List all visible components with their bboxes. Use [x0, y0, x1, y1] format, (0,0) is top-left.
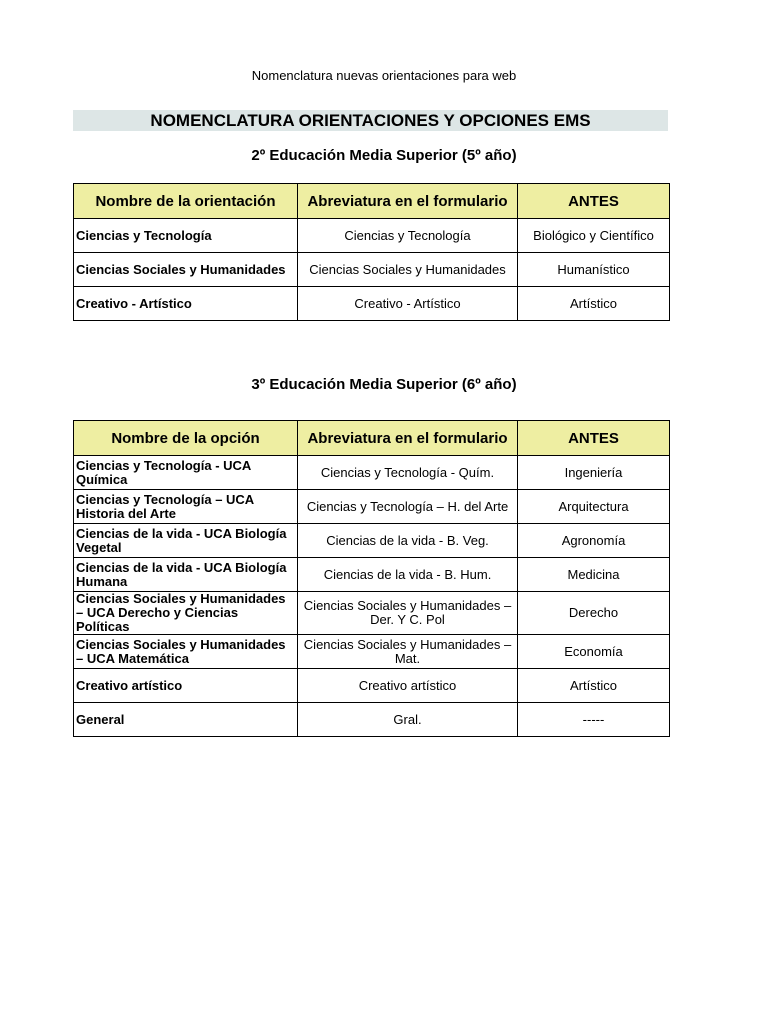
option-name-cell: Ciencias y Tecnología - UCA Química	[74, 456, 298, 490]
abbreviation-cell: Ciencias y Tecnología	[298, 219, 518, 253]
option-name-cell: Ciencias de la vida - UCA Biología Vegetal	[74, 524, 298, 558]
abbreviation-cell: Ciencias de la vida - B. Hum.	[298, 558, 518, 592]
abbreviation-cell: Ciencias y Tecnología - Quím.	[298, 456, 518, 490]
option-name-cell: Ciencias Sociales y Humanidades – UCA Matemática	[74, 635, 298, 669]
table-row	[74, 592, 670, 635]
option-name-cell: Ciencias y Tecnología – UCA Historia del Arte	[74, 490, 298, 524]
option-name-cell: Creativo artístico	[74, 669, 298, 703]
abbreviation-cell: Ciencias y Tecnología – H. del Arte	[298, 490, 518, 524]
section-title-5th-year: 2º Educación Media Superior (5º año)	[251, 147, 517, 164]
column-header-name: Nombre de la opción	[74, 421, 298, 456]
table-row	[74, 219, 670, 253]
table-row	[74, 703, 670, 737]
previous-name-cell: Derecho	[518, 592, 670, 635]
previous-name-cell: -----	[518, 703, 670, 737]
column-header-before: ANTES	[518, 184, 670, 219]
previous-name-cell: Agronomía	[518, 524, 670, 558]
abbreviation-cell: Ciencias Sociales y Humanidades	[298, 253, 518, 287]
table-row	[74, 669, 670, 703]
column-header-name: Nombre de la orientación	[74, 184, 298, 219]
previous-name-cell: Ingeniería	[518, 456, 670, 490]
table-row	[74, 524, 670, 558]
table-row	[74, 635, 670, 669]
orientation-name-cell: Ciencias Sociales y Humanidades	[74, 253, 298, 287]
table-header-row	[74, 421, 670, 456]
previous-name-cell: Humanístico	[518, 253, 670, 287]
table-row	[74, 253, 670, 287]
previous-name-cell: Artístico	[518, 669, 670, 703]
previous-name-cell: Artístico	[518, 287, 670, 321]
orientation-name-cell: Ciencias y Tecnología	[74, 219, 298, 253]
table-row	[74, 456, 670, 490]
column-header-abbreviation: Abreviatura en el formulario	[298, 421, 518, 456]
option-name-cell: Ciencias de la vida - UCA Biología Humana	[74, 558, 298, 592]
table-row	[74, 490, 670, 524]
abbreviation-cell: Creativo - Artístico	[298, 287, 518, 321]
table-header-row	[74, 184, 670, 219]
table-row	[74, 558, 670, 592]
column-header-abbreviation: Abreviatura en el formulario	[298, 184, 518, 219]
abbreviation-cell: Ciencias Sociales y Humanidades – Mat.	[298, 635, 518, 669]
main-title: NOMENCLATURA ORIENTACIONES Y OPCIONES EMS	[73, 110, 668, 131]
option-name-cell: General	[74, 703, 298, 737]
previous-name-cell: Biológico y Científico	[518, 219, 670, 253]
column-header-before: ANTES	[518, 421, 670, 456]
previous-name-cell: Economía	[518, 635, 670, 669]
abbreviation-cell: Gral.	[298, 703, 518, 737]
section-title-6th-year: 3º Educación Media Superior (6º año)	[251, 376, 517, 393]
document-header-note: Nomenclatura nuevas orientaciones para web	[251, 68, 517, 83]
abbreviation-cell: Creativo artístico	[298, 669, 518, 703]
table-row	[74, 287, 670, 321]
orientation-name-cell: Creativo - Artístico	[74, 287, 298, 321]
abbreviation-cell: Ciencias de la vida - B. Veg.	[298, 524, 518, 558]
options-table	[73, 420, 670, 737]
option-name-cell: Ciencias Sociales y Humanidades – UCA Derecho y Ciencias Políticas	[74, 592, 298, 635]
orientations-table	[73, 183, 670, 321]
abbreviation-cell: Ciencias Sociales y Humanidades – Der. Y C. Pol	[298, 592, 518, 635]
previous-name-cell: Medicina	[518, 558, 670, 592]
previous-name-cell: Arquitectura	[518, 490, 670, 524]
